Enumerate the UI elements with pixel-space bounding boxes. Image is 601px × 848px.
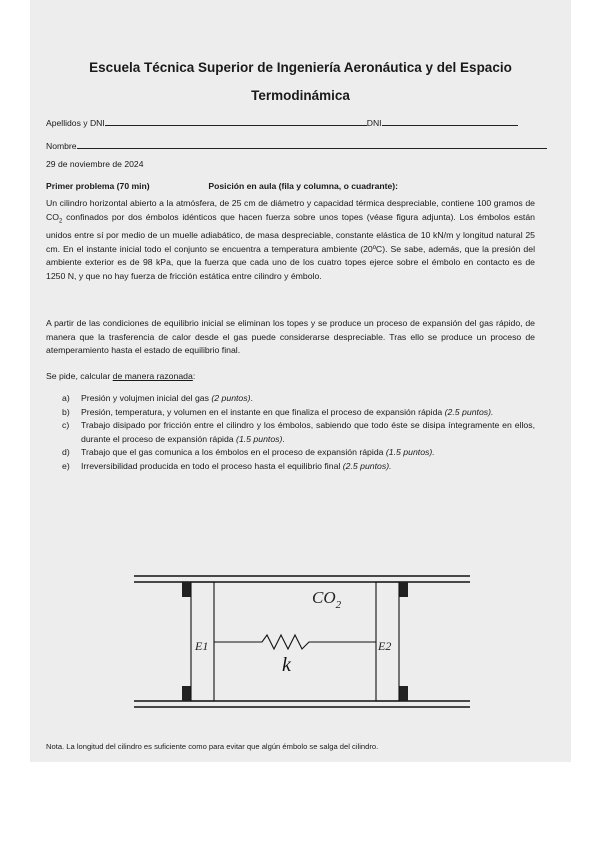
problem-header: [46, 181, 398, 191]
position-label: Posición en aula (fila y columna, o cuadrante):: [208, 181, 399, 191]
question-item: e) Irreversibilidad producida en todo el proceso hasta el equilibrio final (2.5 puntos).: [62, 460, 392, 471]
dni-label: DNI: [366, 118, 382, 128]
exam-sheet: [30, 0, 571, 762]
stop-top-right: [399, 582, 408, 597]
dni-field[interactable]: [382, 116, 518, 126]
name-field[interactable]: [77, 139, 547, 149]
name-label: Nombre: [46, 141, 77, 151]
surname-dni-row: [46, 116, 518, 128]
problem-statement: Un cilindro horizontal abierto a la atmósfera, de 25 cm de diámetro y capacidad térmica despreciable, contiene 100 gramos de $CO_2$ confinados por dos émbolos idénticos que hacen fuerza sobre unos topes (véase figura adjunta). Los émbolos están unidos entre sí por medio de un muelle adiabático, de masa despreciable, constante elástica de 10 kN/m y longitud natural 25 cm. En el instante inicial todo el conjunto se encuentra a temperatura ambiente (20ºC). Se sabe, además, que la presión del ambiente exterior es de 98 kPa, que la fuerza que cada uno de los cuatro topes ejerce sobre el émbolo en contacto es de 1250 N, y que no hay fuerza de fricción estática entre cilindro y émbolo.: [46, 198, 535, 281]
stop-bottom-right: [399, 686, 408, 701]
question-item: c) Trabajo disipado por fricción entre el cilindro y los émbolos, sabiendo que todo éste se disipa íntegramente en ellos, durante el proceso de expansión rápida (1.5 puntos).: [62, 420, 535, 444]
spring-constant-label: k: [282, 654, 291, 676]
spring: [214, 635, 376, 649]
question-item: d) Trabajo que el gas comunica a los émbolos en el proceso de expansión rápida (1.5 puntos).: [62, 447, 435, 458]
problem-title: Primer problema (70 min): [46, 181, 150, 191]
surname-label: Apellidos y DNI: [46, 118, 105, 128]
exam-date: 29 de noviembre de 2024: [46, 159, 144, 169]
piston-e1-label: E1: [195, 639, 209, 653]
piston-e2-label: E2: [378, 639, 392, 653]
problem-process: A partir de las condiciones de equilibrio inicial se eliminan los topes y se produce un proceso de expansión del gas rápido, de manera que la trasferencia de calor desde el gas puede considerarse despreciable. Tras ello se produce un proceso de atemperamiento hasta el estado de equilibrio final.: [46, 318, 535, 356]
stop-bottom-left: [182, 686, 191, 701]
question-item: b) Presión, temperatura, y volumen en el instante en que finaliza el proceso de expansión rápida (2.5 puntos).: [62, 406, 494, 417]
subject-title: Termodinámica: [251, 88, 350, 103]
gas-label: $CO_2$: [312, 588, 342, 611]
task-intro: Se pide, calcular de manera razonada:: [46, 371, 196, 381]
question-item: a) Presión y volujmen inicial del gas (2 puntos).: [62, 393, 253, 403]
stop-top-left: [182, 582, 191, 597]
school-title: Escuela Técnica Superior de Ingeniería Aeronáutica y del Espacio: [89, 60, 512, 75]
cylinder-diagram: [30, 560, 571, 730]
footnote: Nota. La longitud del cilindro es suficiente como para evitar que algún émbolo se salga del cilindro.: [46, 742, 379, 751]
surname-field[interactable]: [105, 116, 367, 126]
question-list: [46, 392, 535, 474]
name-row: [46, 139, 547, 151]
